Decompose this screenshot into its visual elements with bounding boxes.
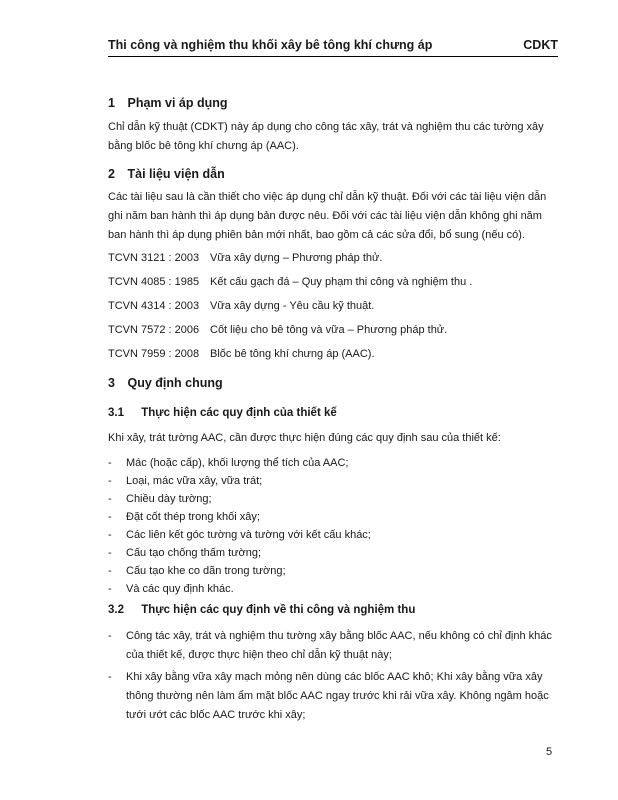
subsection-title: Thực hiện các quy định về thi công và nghiệm thu	[141, 604, 416, 616]
reference-title: Blốc bê tông khí chưng áp (AAC).	[210, 348, 375, 360]
reference-item	[108, 348, 375, 360]
section-title: Phạm vi áp dụng	[127, 96, 228, 110]
reference-item	[108, 276, 472, 288]
list-item-text: Cấu tạo chống thấm tường;	[126, 547, 262, 559]
bullet-dash: -	[108, 475, 112, 487]
reference-title: Vữa xây dựng - Yêu cầu kỹ thuật.	[210, 300, 375, 312]
reference-title: Kết cấu gạch đá – Quy phạm thi công và nghiệm thu .	[210, 276, 473, 288]
subsection-number: 3.2	[108, 604, 124, 616]
bullet-dash: -	[108, 565, 112, 577]
reference-code: TCVN 7959 : 2008	[108, 348, 200, 360]
bullet-dash: -	[108, 583, 112, 595]
list-item-text: Cấu tạo khe co dãn trong tường;	[126, 565, 286, 577]
header-code: CDKT	[523, 38, 558, 52]
list-item-text: Và các quy định khác.	[126, 583, 234, 595]
page-number: 5	[546, 746, 553, 758]
section-3-heading	[108, 376, 223, 390]
reference-item	[108, 324, 447, 336]
list-item-text: Đặt cốt thép trong khối xây;	[126, 511, 260, 523]
reference-item	[108, 252, 382, 264]
section-number: 2	[108, 167, 115, 181]
reference-item	[108, 300, 374, 312]
bullet-dash: -	[108, 511, 112, 523]
reference-code: TCVN 4085 : 1985	[108, 276, 200, 288]
reference-title: Vữa xây dựng – Phương pháp thử.	[210, 252, 383, 264]
bullet-dash: -	[108, 547, 112, 559]
subsection-3-2-heading	[108, 604, 415, 616]
bullet-dash: -	[108, 671, 112, 683]
subsection-title: Thực hiện các quy định của thiết kế	[141, 407, 337, 419]
section-1-text: Chỉ dẫn kỹ thuật (CDKT) này áp dụng cho công tác xây, trát và nghiệm thu các tường xây bằng blốc bê tông khí chưng áp (AAC).	[108, 121, 544, 152]
subsection-3-1-intro: Khi xây, trát tường AAC, cần được thực hiện đúng các quy định sau của thiết kế:	[108, 432, 501, 444]
list-item-text: Mác (hoặc cấp), khối lượng thể tích của AAC;	[126, 457, 349, 469]
bullet-dash: -	[108, 457, 112, 469]
list-item-text: Công tác xây, trát và nghiệm thu tường xây bằng blốc AAC, nếu không có chỉ định khác của thiết kế, được thực hiện theo chỉ dẫn kỹ thuật này;	[126, 630, 552, 661]
section-title: Tài liệu viện dẫn	[127, 167, 225, 181]
reference-code: TCVN 4314 : 2003	[108, 300, 200, 312]
bullet-dash: -	[108, 630, 112, 642]
section-title: Quy định chung	[127, 376, 223, 390]
bullet-dash: -	[108, 493, 112, 505]
subsection-number: 3.1	[108, 407, 124, 419]
section-2-heading	[108, 167, 225, 181]
section-1-heading	[108, 96, 228, 110]
section-2-intro: Các tài liệu sau là cần thiết cho việc áp dụng chỉ dẫn kỹ thuật. Đối với các tài liệu viện dẫn ghi năm ban hành thì áp dụng bản được nêu. Đối với các tài liệu viện dẫn không ghi năm ban hành thì áp dụng phiên bản mới nhất, bao gồm cả các sửa đổi, bổ sung (nếu có).	[108, 191, 547, 241]
list-item-text: Các liên kết góc tường và tường với kết cấu khác;	[126, 529, 371, 541]
list-item-text: Loại, mác vữa xây, vữa trát;	[126, 475, 263, 487]
reference-code: TCVN 3121 : 2003	[108, 252, 200, 264]
subsection-3-1-heading	[108, 407, 337, 419]
list-item-text: Chiều dày tường;	[126, 493, 212, 505]
header-title: Thi công và nghiệm thu khối xây bê tông khí chưng áp	[108, 38, 433, 52]
reference-code: TCVN 7572 : 2006	[108, 324, 200, 336]
bullet-dash: -	[108, 529, 112, 541]
section-number: 1	[108, 96, 115, 110]
list-item-text: Khi xây bằng vữa xây mạch mỏng nên dùng các blốc AAC khô; Khi xây bằng vữa xây thông thường nên làm ẩm mặt blốc AAC ngay trước khi rải vữa xây. Không ngâm hoặc tưới ướt các blốc AAC trước khi xây;	[126, 671, 549, 721]
section-number: 3	[108, 376, 115, 390]
reference-title: Cốt liệu cho bê tông và vữa – Phương pháp thử.	[210, 324, 448, 336]
page-header	[108, 36, 558, 57]
